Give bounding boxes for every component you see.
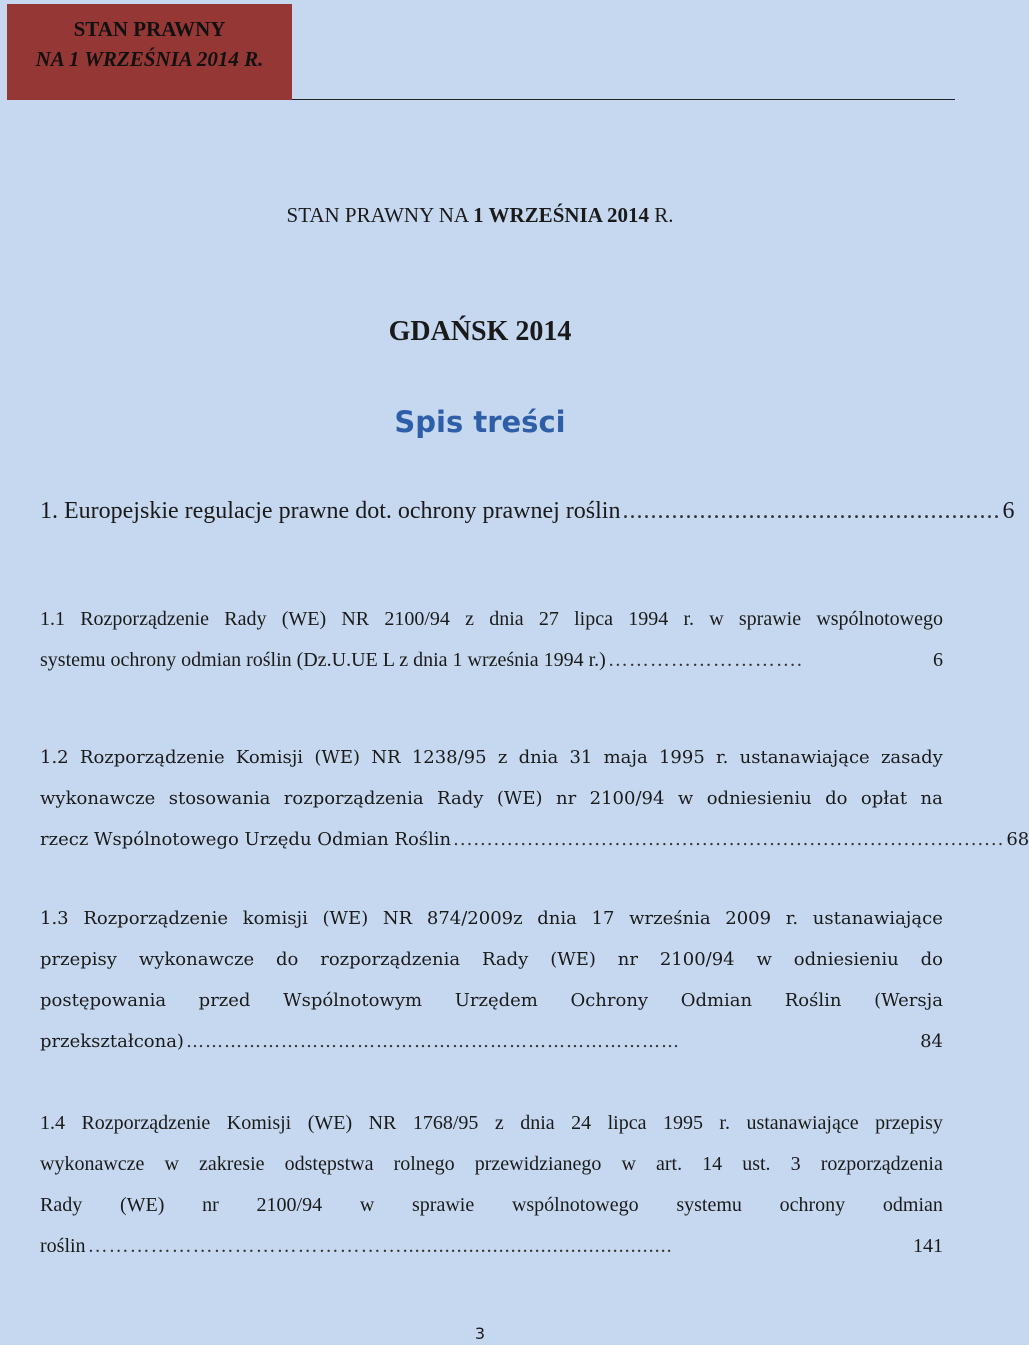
toc-leader: ………………………………………............................................. xyxy=(87,1235,673,1257)
legal-status-subtitle xyxy=(0,200,960,230)
toc-word: lipca xyxy=(574,608,613,630)
toc-word: lipca xyxy=(607,1112,647,1134)
toc-word: Rozporządzenie xyxy=(80,608,210,630)
toc-word: Rady xyxy=(40,1194,83,1216)
toc-word: w xyxy=(756,949,772,970)
toc-entry-line xyxy=(40,778,943,819)
toc-word: Rady xyxy=(481,949,529,970)
toc-word: z xyxy=(465,608,475,630)
toc-word: dnia xyxy=(489,608,524,630)
toc-word: 1994 xyxy=(628,608,669,630)
toc-word: rozporządzenia xyxy=(820,1153,943,1175)
toc-entry-text: przekształcona) xyxy=(40,1031,184,1052)
toc-word: odniesieniu xyxy=(793,949,899,970)
toc-word: z xyxy=(497,747,508,768)
toc-word: r. xyxy=(719,1112,730,1134)
toc-word: (WE) xyxy=(496,788,543,809)
toc-word: opłat xyxy=(860,788,908,809)
toc-word: 1768/95 xyxy=(412,1112,479,1134)
toc-word: NR xyxy=(382,908,413,929)
toc-word: 1.2 xyxy=(40,747,69,768)
toc-word: 2009 xyxy=(725,908,772,929)
toc-word: systemu xyxy=(676,1194,742,1216)
toc-word: przewidzianego xyxy=(474,1153,602,1175)
toc-word: 1.4 xyxy=(40,1112,65,1134)
toc-word: Rozporządzenie xyxy=(79,747,225,768)
toc-word: ochrony xyxy=(779,1194,846,1216)
toc-word: w xyxy=(621,1153,636,1175)
toc-word: przed xyxy=(198,990,251,1011)
toc-word: (WE) xyxy=(322,908,369,929)
toc-word: przepisy xyxy=(40,949,117,970)
toc-word: rozporządzenia xyxy=(283,788,424,809)
toc-entry-text: rzecz Wspólnotowego Urzędu Odmian Roślin xyxy=(40,829,452,850)
toc-page-number: 68 xyxy=(1006,829,1029,850)
toc-word: (WE) xyxy=(307,1112,353,1134)
toc-word: 27 xyxy=(538,608,559,630)
toc-word: nr xyxy=(556,788,577,809)
toc-word: stosowania xyxy=(168,788,271,809)
toc-word: 3 xyxy=(790,1153,801,1175)
toc-word: wykonawcze xyxy=(40,788,156,809)
subtitle-suffix: R. xyxy=(648,203,674,227)
toc-word: Komisji xyxy=(226,1112,292,1134)
toc-page-number: 84 xyxy=(920,1031,943,1052)
toc-word: 1995 xyxy=(658,747,705,768)
toc-entry-1-4[interactable] xyxy=(40,1103,943,1267)
toc-heading: Spis treści xyxy=(394,405,566,439)
toc-word: wykonawcze xyxy=(40,1153,145,1175)
header-line-1: STAN PRAWNY xyxy=(73,17,226,41)
toc-entry-1-2[interactable] xyxy=(40,737,1029,860)
toc-page-number: 6 xyxy=(933,649,943,671)
toc-entry-text: 1. Europejskie regulacje prawne dot. ochrony prawnej roślin xyxy=(40,498,621,524)
toc-word: rozporządzenia xyxy=(320,949,461,970)
toc-word: Roślin xyxy=(784,990,842,1011)
toc-word: przepisy xyxy=(875,1112,943,1134)
toc-word: 31 xyxy=(569,747,593,768)
toc-word: (WE) xyxy=(119,1194,165,1216)
toc-word: dnia xyxy=(537,908,577,929)
toc-entry-line xyxy=(40,819,1029,860)
toc-entry-line xyxy=(40,1226,943,1267)
toc-word: ustanawiające xyxy=(739,747,870,768)
toc-word: 2100/94 xyxy=(589,788,665,809)
toc-word: 2100/94 xyxy=(659,949,735,970)
toc-word: w xyxy=(164,1153,179,1175)
header-line-2: NA 1 WRZEŚNIA 2014 R. xyxy=(35,47,264,71)
toc-entry-line xyxy=(40,980,943,1021)
toc-word: 2100/94 xyxy=(256,1194,323,1216)
header-rule xyxy=(292,99,955,100)
toc-word: 2100/94 xyxy=(384,608,450,630)
toc-word: odstępstwa xyxy=(284,1153,374,1175)
toc-word: Ochrony xyxy=(570,990,649,1011)
toc-word: do xyxy=(275,949,299,970)
toc-word: postępowania xyxy=(40,990,167,1011)
toc-word: 1238/95 xyxy=(411,747,487,768)
toc-word: w xyxy=(709,608,724,630)
toc-word: Urzędem xyxy=(454,990,538,1011)
toc-entry-line xyxy=(40,1021,943,1062)
toc-word: 874/2009z xyxy=(426,908,523,929)
toc-word: nr xyxy=(202,1194,219,1216)
toc-page-number: 141 xyxy=(913,1235,943,1257)
toc-word: Rady xyxy=(224,608,267,630)
toc-word: Rozporządzenie xyxy=(81,1112,211,1134)
toc-word: w xyxy=(359,1194,375,1216)
toc-word: września xyxy=(629,908,711,929)
toc-word: Rady xyxy=(437,788,484,809)
city-year: GDAŃSK 2014 xyxy=(388,316,572,347)
toc-word: Wspólnotowym xyxy=(283,990,423,1011)
toc-entry-text: roślin xyxy=(40,1235,86,1257)
toc-word: nr xyxy=(617,949,638,970)
toc-word: sprawie xyxy=(738,608,802,630)
toc-word: do xyxy=(825,788,848,809)
toc-entry-line xyxy=(40,599,943,640)
toc-entry-1-3[interactable] xyxy=(40,898,943,1062)
toc-word: NR xyxy=(371,747,401,768)
toc-word: NR xyxy=(341,608,370,630)
toc-entry-line xyxy=(40,640,943,681)
toc-leader: ...................................................... xyxy=(622,498,1001,524)
toc-word: 1.1 xyxy=(40,608,65,630)
toc-entry-line xyxy=(40,491,1015,531)
toc-word: maja xyxy=(603,747,648,768)
toc-word: komisji xyxy=(242,908,308,929)
toc-entry-line xyxy=(40,939,943,980)
toc-entry-line xyxy=(40,898,943,939)
toc-word: ust. xyxy=(742,1153,771,1175)
toc-word: rolnego xyxy=(393,1153,455,1175)
page-number: 3 xyxy=(474,1324,486,1343)
subtitle-date: 1 WRZEŚNIA 2014 xyxy=(473,203,649,227)
toc-word: wspólnotowego xyxy=(511,1194,639,1216)
toc-word: sprawie xyxy=(412,1194,475,1216)
toc-word: na xyxy=(920,788,943,809)
toc-leader: ………………………. xyxy=(607,649,803,671)
toc-entry-line xyxy=(40,1103,943,1144)
toc-word: NR xyxy=(368,1112,397,1134)
toc-word: wspólnotowego xyxy=(816,608,943,630)
toc-entry-line xyxy=(40,1185,943,1226)
header-status-box xyxy=(7,4,292,100)
toc-word: Komisji xyxy=(235,747,304,768)
toc-entry-line xyxy=(40,1144,943,1185)
toc-word: 1995 xyxy=(662,1112,703,1134)
toc-entry-line xyxy=(40,737,943,778)
toc-word: (Wersja xyxy=(874,990,943,1011)
toc-word: Rozporządzenie xyxy=(83,908,229,929)
toc-word: (WE) xyxy=(550,949,596,970)
toc-word: odmian xyxy=(882,1194,943,1216)
toc-entry-1-1[interactable] xyxy=(40,599,943,681)
toc-word: dnia xyxy=(520,1112,555,1134)
toc-word: r. xyxy=(716,747,729,768)
toc-word: art. xyxy=(655,1153,683,1175)
toc-leader: .................................................................................. xyxy=(453,829,1005,850)
toc-word: zasady xyxy=(880,747,943,768)
toc-page-number: 6 xyxy=(1002,498,1015,524)
toc-word: 1.3 xyxy=(40,908,69,929)
toc-word: zakresie xyxy=(199,1153,265,1175)
toc-word: r. xyxy=(785,908,799,929)
toc-word: r. xyxy=(683,608,694,630)
toc-leader: …………………………………………………………………… xyxy=(185,1031,680,1052)
toc-word: odniesieniu xyxy=(706,788,812,809)
toc-word: 17 xyxy=(591,908,615,929)
toc-word: 24 xyxy=(571,1112,592,1134)
toc-word: Odmian xyxy=(680,990,753,1011)
toc-entry-1[interactable] xyxy=(40,491,1015,531)
toc-word: ustanawiające xyxy=(812,908,943,929)
toc-word: (WE) xyxy=(314,747,360,768)
toc-entry-text: systemu ochrony odmian roślin (Dz.U.UE L z dnia 1 września 1994 r.) xyxy=(40,649,606,671)
toc-word: 14 xyxy=(702,1153,723,1175)
toc-word: z xyxy=(494,1112,504,1134)
toc-word: dnia xyxy=(518,747,559,768)
toc-word: ustanawiające xyxy=(746,1112,859,1134)
toc-word: wykonawcze xyxy=(138,949,255,970)
toc-word: do xyxy=(920,949,943,970)
toc-word: w xyxy=(677,788,694,809)
toc-word: (WE) xyxy=(281,608,327,630)
subtitle-prefix: STAN PRAWNY NA xyxy=(286,203,474,227)
